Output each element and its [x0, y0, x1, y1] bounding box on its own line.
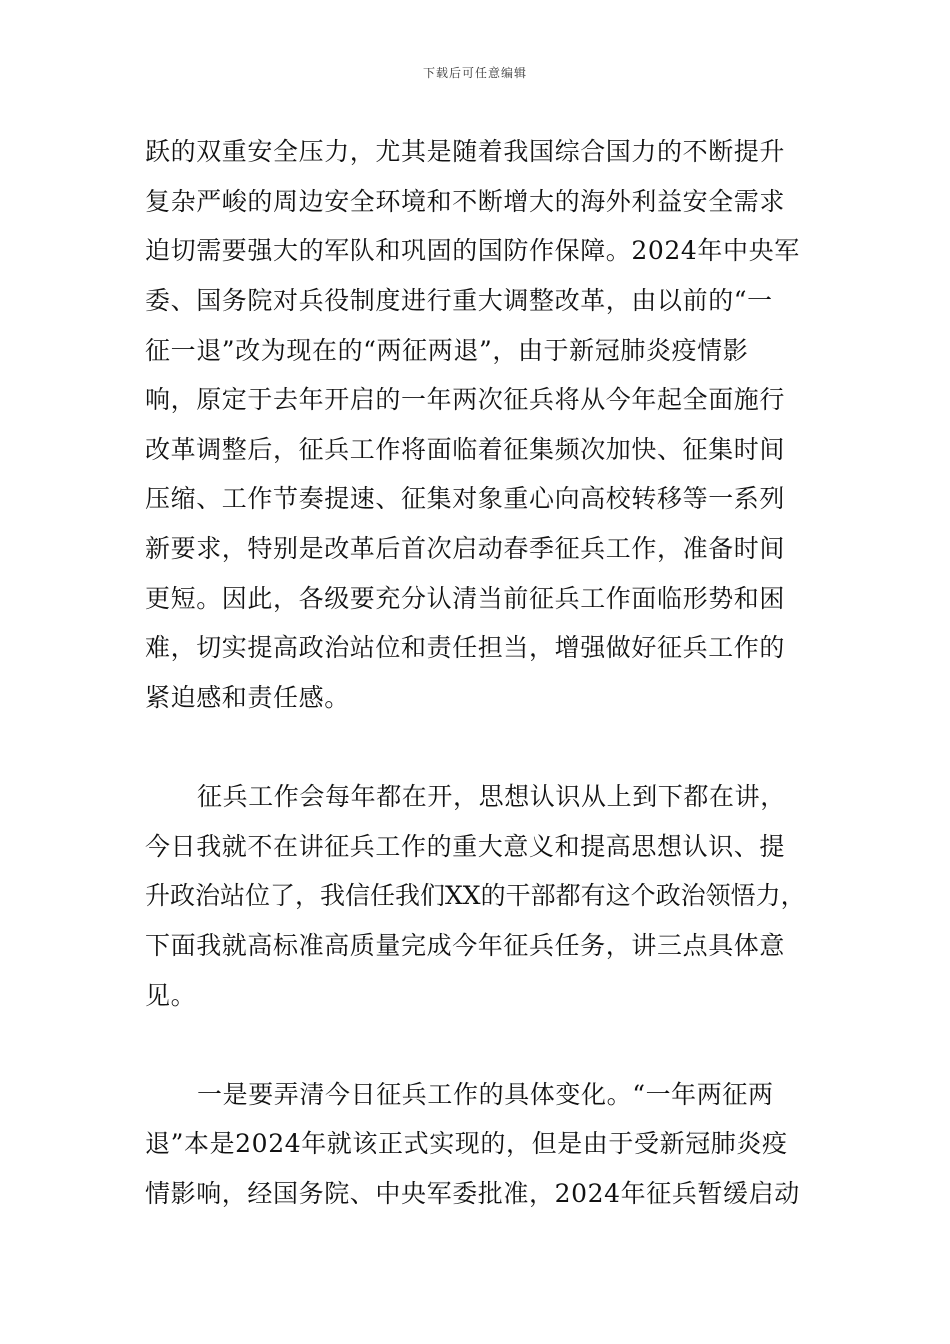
text-line: 委、国务院对兵役制度进行重大调整改革，由以前的“一 — [145, 286, 773, 315]
page-header: 下载后可任意编辑 — [422, 66, 527, 80]
text-line: 见。 — [145, 981, 197, 1010]
text-line: 迫切需要强大的军队和巩固的国防作保障。2024年中央军 — [145, 236, 800, 265]
text-line: 压缩、工作节奏提速、征集对象重心向高校转移等一系列 — [145, 484, 786, 513]
text-line: 征一退”改为现在的“两征两退”，由于新冠肺炎疫情影 — [145, 336, 749, 365]
text-line: 紧迫感和责任感。 — [145, 683, 350, 712]
text-line: 改革调整后，征兵工作将面临着征集频次加快、征集时间 — [145, 435, 786, 464]
text-line: 更短。因此，各级要充分认清当前征兵工作面临形势和困 — [145, 584, 786, 613]
text-line: 新要求，特别是改革后首次启动春季征兵工作，准备时间 — [145, 534, 786, 563]
text-line: 下面我就高标准高质量完成今年征兵任务，讲三点具体意 — [145, 931, 786, 960]
text-line: 难，切实提高政治站位和责任担当，增强做好征兵工作的 — [145, 633, 786, 662]
text-line: 响，原定于去年开启的一年两次征兵将从今年起全面施行 — [145, 385, 786, 414]
text-line: 退”本是2024年就该正式实现的，但是由于受新冠肺炎疫 — [145, 1129, 788, 1158]
text-line: 今日我就不在讲征兵工作的重大意义和提高思想认识、提 — [145, 832, 786, 861]
text-line: 复杂严峻的周边安全环境和不断增大的海外利益安全需求 — [145, 187, 786, 216]
text-line: 一是要弄清今日征兵工作的具体变化。“一年两征两 — [197, 1080, 774, 1109]
text-line: 情影响，经国务院、中央军委批准，2024年征兵暂缓启动 — [145, 1179, 800, 1208]
text-line: 跃的双重安全压力，尤其是随着我国综合国力的不断提升 — [145, 137, 786, 166]
text-line: 升政治站位了，我信任我们XX的干部都有这个政治领悟力， — [145, 881, 806, 910]
text-line: 征兵工作会每年都在开，思想认识从上到下都在讲， — [197, 782, 786, 811]
